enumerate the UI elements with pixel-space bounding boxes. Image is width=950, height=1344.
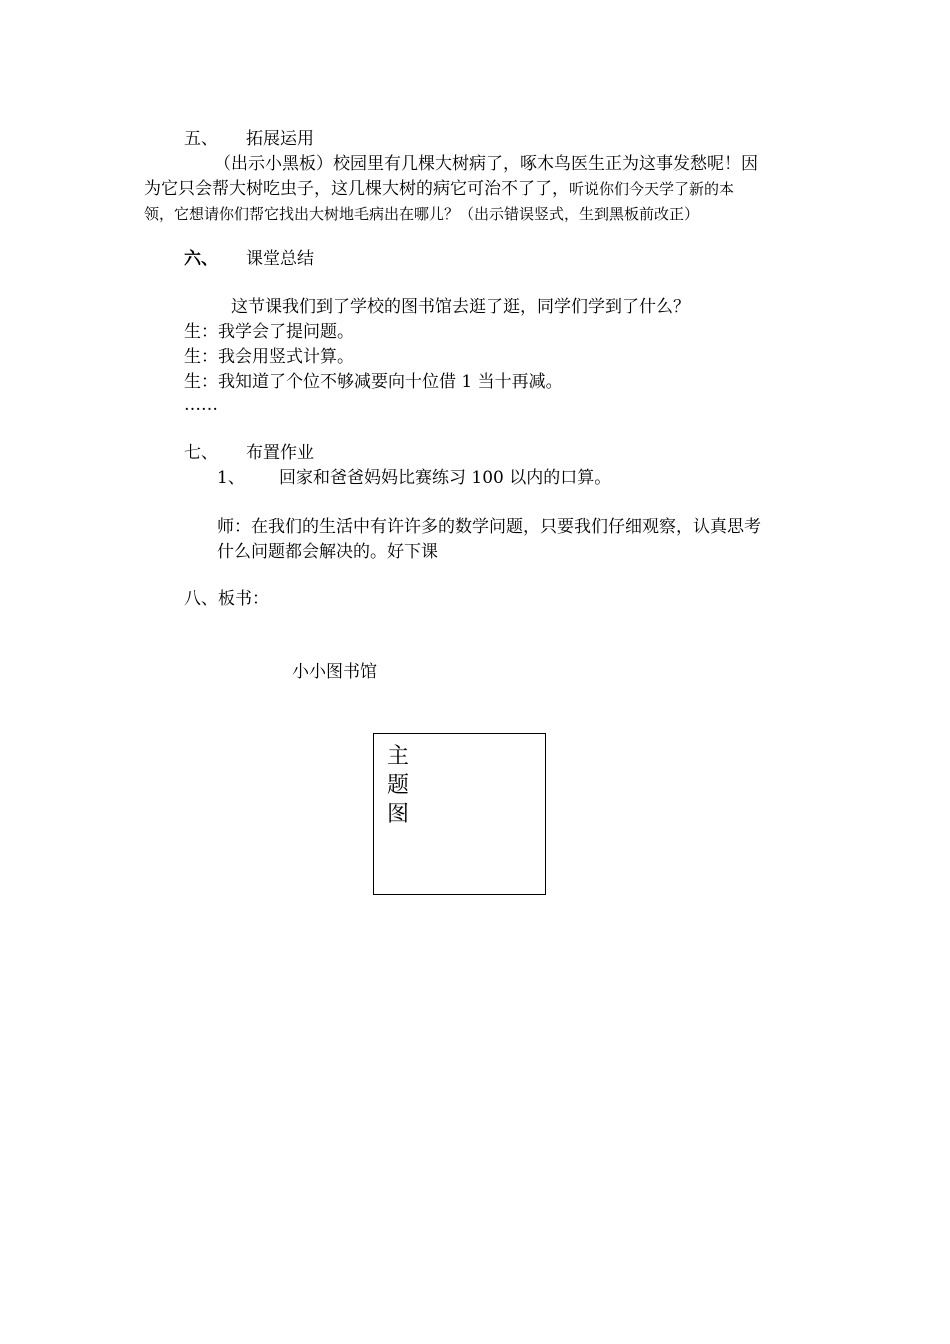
section6-intro: 这节课我们到了学校的图书馆去逛了逛，同学们学到了什么？ bbox=[231, 297, 690, 317]
section7-title: 布置作业 bbox=[246, 443, 314, 463]
section7-heading bbox=[184, 442, 314, 464]
answer-2: 生：我会用竖式计算。 bbox=[184, 347, 354, 367]
homework-item bbox=[217, 467, 611, 489]
answer-3: 生：我知道了个位不够减要向十位借 1 当十再减。 bbox=[184, 372, 563, 392]
section5-para-line1: （出示小黑板）校园里有几棵大树病了，啄木鸟医生正为这事发愁呢！因 bbox=[214, 154, 758, 174]
section5-para-line2 bbox=[144, 178, 734, 200]
section5-heading bbox=[184, 128, 314, 150]
box-char-2: 题 bbox=[387, 773, 410, 798]
box-char-1: 主 bbox=[387, 744, 410, 769]
section8-heading: 八、板书： bbox=[184, 589, 269, 609]
section5-number: 五、 bbox=[184, 129, 218, 149]
section5-para-line2b: 听说你们今天学了新的本 bbox=[569, 180, 735, 198]
ellipsis: …… bbox=[184, 395, 218, 415]
section5-title: 拓展运用 bbox=[246, 129, 314, 149]
section6-heading bbox=[184, 248, 314, 270]
section5-para-line3: 领，它想请你们帮它找出大树地毛病出在哪儿？（出示错误竖式，生到黑板前改正） bbox=[144, 205, 700, 223]
teacher-line1: 师：在我们的生活中有许许多的数学问题，只要我们仔细观察，认真思考 bbox=[217, 517, 761, 537]
section5-para-line2a: 为它只会帮大树吃虫子，这几棵大树的病它可治不了了， bbox=[144, 179, 569, 199]
section6-title: 课堂总结 bbox=[246, 249, 314, 269]
answer-1: 生：我学会了提问题。 bbox=[184, 322, 354, 342]
homework-item-number: 1、 bbox=[217, 468, 245, 488]
section7-number: 七、 bbox=[184, 443, 218, 463]
section6-number: 六、 bbox=[184, 249, 218, 269]
teacher-line2: 什么问题都会解决的。好下课 bbox=[217, 542, 438, 562]
board-title: 小小图书馆 bbox=[292, 662, 377, 682]
theme-picture-box bbox=[373, 733, 546, 895]
box-char-3: 图 bbox=[387, 802, 410, 827]
homework-item-text: 回家和爸爸妈妈比赛练习 100 以内的口算。 bbox=[279, 468, 612, 488]
